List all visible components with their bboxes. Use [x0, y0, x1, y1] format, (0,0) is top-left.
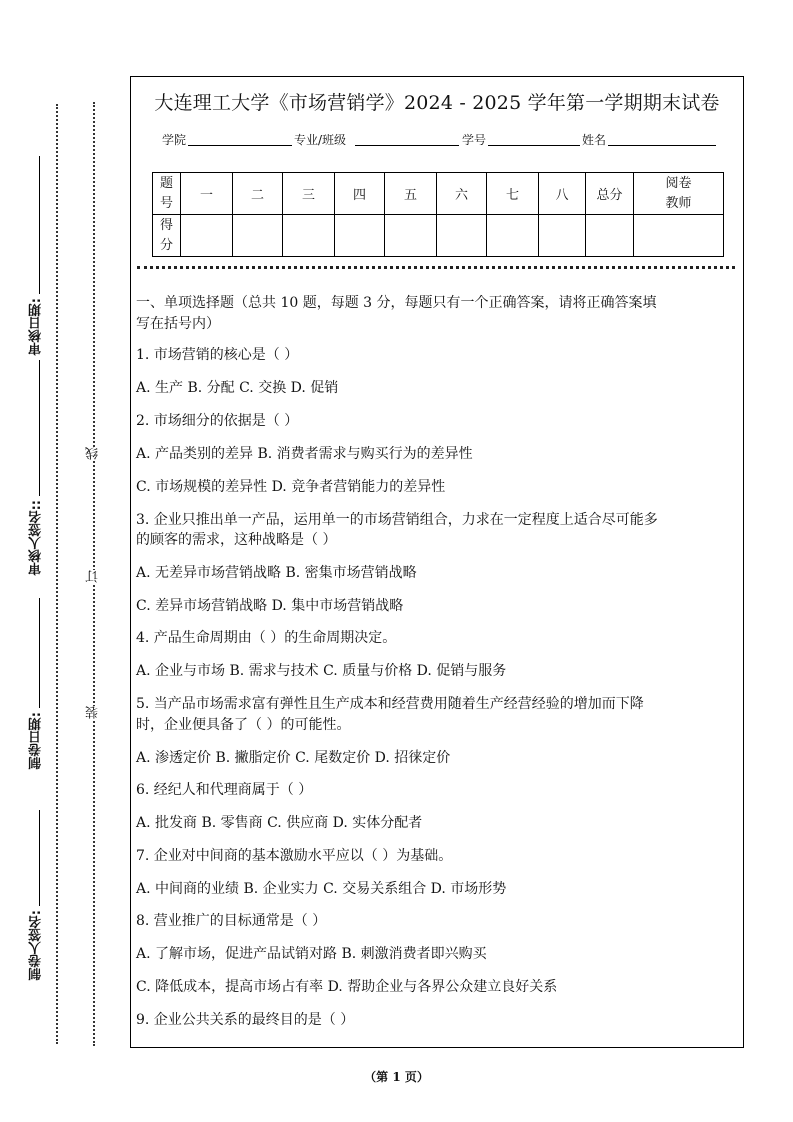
binding-char-line: 线 [86, 447, 101, 460]
score-cell[interactable] [233, 215, 283, 257]
score-table [152, 172, 724, 257]
section-heading: 一、单项选择题（总共 10 题，每题 3 分，每题只有一个正确答案，请将正确答案填 [136, 295, 657, 311]
score-cell[interactable] [181, 215, 233, 257]
option-line: C. 市场规模的差异性 D. 竞争者营销能力的差异性 [136, 479, 446, 495]
review-date-label: 审核日期: [29, 298, 44, 356]
exam-author-signature-label: 制卷人签名: [29, 910, 44, 981]
score-table-cell: 六 [437, 173, 487, 215]
page-number: （第 1 页） [364, 1070, 429, 1084]
section-heading-cont: 写在括号内） [136, 316, 220, 332]
score-cell[interactable] [539, 215, 586, 257]
score-table-cell: 二 [233, 173, 283, 215]
score-table-cell: 七 [487, 173, 539, 215]
field-blank-college [188, 145, 292, 146]
option-line: A. 生产 B. 分配 C. 交换 D. 促销 [136, 380, 339, 396]
exam-date-label: 制卷日期: [29, 712, 44, 770]
exam-title: 大连理工大学《市场营销学》2024 - 2025 学年第一学期期末试卷 [154, 92, 720, 114]
field-blank-student-id [488, 145, 580, 146]
question-line: 1. 市场营销的核心是（ ） [136, 347, 299, 363]
score-cell[interactable] [437, 215, 487, 257]
option-line: A. 产品类别的差异 B. 消费者需求与购买行为的差异性 [136, 446, 473, 462]
section-separator [137, 266, 735, 269]
score-cell[interactable] [634, 215, 724, 257]
field-label-student-id: 学号 [462, 133, 487, 147]
binding-char-bind: 订 [86, 570, 101, 583]
question-line: 的顾客的需求，这种战略是（ ） [136, 532, 337, 548]
binding-char-install: 装 [86, 706, 101, 719]
question-line: 2. 市场细分的依据是（ ） [136, 413, 299, 429]
score-table-cell: 八 [539, 173, 586, 215]
score-cell[interactable] [283, 215, 335, 257]
score-table-cell: 四 [335, 173, 385, 215]
option-line: A. 批发商 B. 零售商 C. 供应商 D. 实体分配者 [136, 815, 423, 831]
exam-author-signature-line [39, 810, 40, 906]
option-line: C. 降低成本，提高市场占有率 D. 帮助企业与各界公众建立良好关系 [136, 979, 558, 995]
score-cell[interactable] [385, 215, 437, 257]
score-table-cell: 阅卷 教师 [634, 173, 724, 215]
score-table-cell: 五 [385, 173, 437, 215]
score-cell[interactable] [586, 215, 634, 257]
option-line: A. 企业与市场 B. 需求与技术 C. 质量与价格 D. 促销与服务 [136, 663, 507, 679]
question-line: 5. 当产品市场需求富有弹性且生产成本和经营费用随着生产经营经验的增加而下降 [136, 696, 644, 712]
question-line: 3. 企业只推出单一产品，运用单一的市场营销组合，力求在一定程度上适合尽可能多 [136, 512, 658, 528]
score-table-cell: 一 [181, 173, 233, 215]
option-line: A. 了解市场，促进产品试销对路 B. 刺激消费者即兴购买 [136, 946, 487, 962]
score-cell[interactable] [487, 215, 539, 257]
option-line: A. 渗透定价 B. 撇脂定价 C. 尾数定价 D. 招徕定价 [136, 750, 451, 766]
field-blank-major-class [355, 145, 459, 146]
option-line: C. 差异市场营销战略 D. 集中市场营销战略 [136, 598, 404, 614]
score-table-cell: 得 分 [153, 215, 181, 257]
score-table-cell: 总分 [586, 173, 634, 215]
reviewer-signature-line [39, 360, 40, 496]
field-blank-name [608, 145, 716, 146]
field-label-name: 姓名 [582, 133, 607, 147]
student-info-row [0, 130, 793, 150]
question-line: 9. 企业公共关系的最终目的是（ ） [136, 1012, 355, 1028]
question-line: 6. 经纪人和代理商属于（ ） [136, 782, 313, 798]
question-line: 8. 营业推广的目标通常是（ ） [136, 913, 327, 929]
field-label-college: 学院 [162, 133, 187, 147]
review-date-line [39, 156, 40, 294]
option-line: A. 中间商的业绩 B. 企业实力 C. 交易关系组合 D. 市场形势 [136, 881, 507, 897]
question-line: 4. 产品生命周期由（ ）的生命周期决定。 [136, 630, 397, 646]
question-line: 时，企业便具备了（ ）的可能性。 [136, 717, 351, 733]
score-table-header-row [153, 173, 724, 215]
exam-date-line [39, 598, 40, 708]
score-table-cell: 三 [283, 173, 335, 215]
score-table-cell: 题 号 [153, 173, 181, 215]
question-line: 7. 企业对中间商的基本激励水平应以（ ）为基础。 [136, 848, 453, 864]
score-cell[interactable] [335, 215, 385, 257]
score-table-score-row [153, 215, 724, 257]
reviewer-signature-label: 审核人签名:: [29, 500, 44, 576]
margin-dotted-left [56, 104, 58, 1044]
option-line: A. 无差异市场营销战略 B. 密集市场营销战略 [136, 565, 417, 581]
field-label-major-class: 专业/班级 [294, 133, 347, 147]
